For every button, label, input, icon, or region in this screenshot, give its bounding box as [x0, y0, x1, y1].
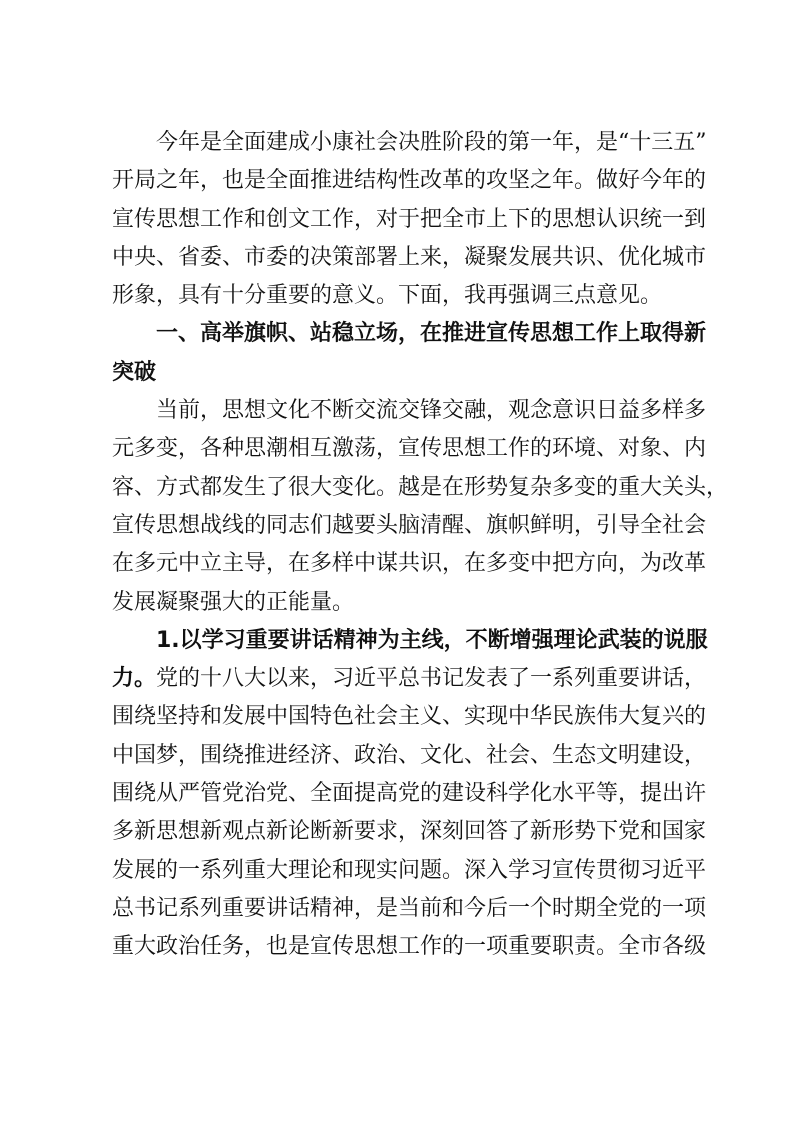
text-line: 形象，具有十分重要的意义。下面，我再强调三点意见。: [112, 283, 663, 309]
heading-line: 一、高举旗帜、站稳立场，在推进宣传思想工作上取得新: [156, 321, 707, 347]
point-1-paragraph: [112, 622, 708, 967]
text-line: 元多变，各种思潮相互激荡，宣传思想工作的环境、对象、内: [112, 436, 707, 462]
subheading-tail: 力。: [112, 666, 157, 692]
text-line: [112, 660, 707, 698]
text-line: 当前，思想文化不断交流交锋交融，观念意识日益多样多: [156, 398, 707, 424]
text-line: 发展的一系列重大理论和现实问题。深入学习宣传贯彻习近平: [112, 857, 707, 883]
text-line: 总书记系列重要讲话精神，是当前和今后一个时期全党的一项: [112, 895, 707, 921]
context-paragraph: [112, 392, 729, 622]
document-page: [112, 124, 729, 967]
text-span: 党的十八大以来，习近平总书记发表了一系列重要讲话，: [156, 666, 707, 692]
section-heading-1: [112, 315, 707, 392]
text-line: 围绕从严管党治党、全面提高党的建设科学化水平等，提出许: [112, 781, 707, 807]
subheading-line: 1.以学习重要讲话精神为主线，不断增强理论武装的说服: [156, 627, 708, 653]
heading-line: 突破: [112, 359, 157, 385]
text-line: 今年是全面建成小康社会决胜阶段的第一年，是“十三五”: [156, 130, 707, 155]
text-line: 重大政治任务，也是宣传思想工作的一项重要职责。全市各级: [112, 934, 707, 960]
text-line: 中国梦，围绕推进经济、政治、文化、社会、生态文明建设，: [112, 742, 707, 768]
text-line: 宣传思想战线的同志们越要头脑清醒、旗帜鲜明，引导全社会: [112, 512, 707, 538]
text-line: 多新思想新观点新论断新要求，深刻回答了新形势下党和国家: [112, 819, 707, 845]
text-line: 宣传思想工作和创文工作，对于把全市上下的思想认识统一到: [112, 206, 707, 232]
text-line: 开局之年，也是全面推进结构性改革的攻坚之年。做好今年的: [112, 168, 707, 194]
intro-paragraph: [112, 124, 707, 315]
text-line: 中央、省委、市委的决策部署上来，凝聚发展共识、优化城市: [112, 244, 707, 270]
text-line: 围绕坚持和发展中国特色社会主义、实现中华民族伟大复兴的: [112, 704, 707, 730]
text-line: 容、方式都发生了很大变化。越是在形势复杂多变的重大关头，: [112, 474, 729, 500]
text-line: 发展凝聚强大的正能量。: [112, 589, 355, 615]
text-line: 在多元中立主导，在多样中谋共识，在多变中把方向，为改革: [112, 551, 707, 577]
